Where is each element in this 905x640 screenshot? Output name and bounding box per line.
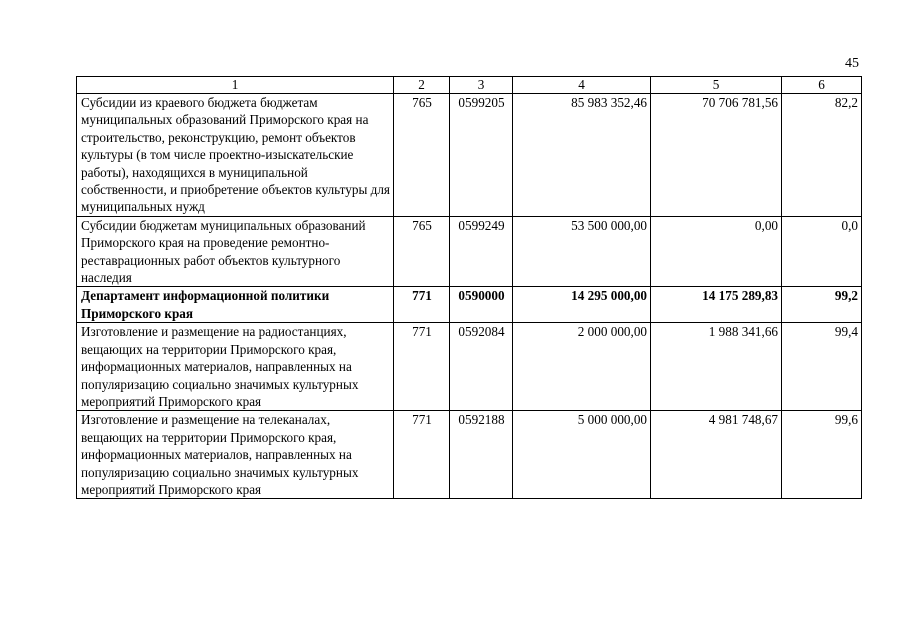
row-name: Изготовление и размещение на телеканалах, вещающих на территории Приморского края, информационных материалов, направленных на популяризацию социально значимых культурных мероприятий Приморского края xyxy=(77,411,394,499)
row-ministry-code: 771 xyxy=(394,411,450,499)
row-target-code: 0592188 xyxy=(450,411,513,499)
row-plan-amount: 2 000 000,00 xyxy=(513,323,651,411)
budget-table xyxy=(76,76,862,499)
column-header-plan: 4 xyxy=(513,77,651,94)
page-number: 45 xyxy=(845,56,859,71)
header-row xyxy=(77,77,862,94)
row-ministry-code: 765 xyxy=(394,216,450,287)
row-percent: 99,2 xyxy=(782,287,862,323)
row-target-code: 0599205 xyxy=(450,94,513,217)
row-plan-amount: 53 500 000,00 xyxy=(513,216,651,287)
table-row xyxy=(77,216,862,287)
column-header-name: 1 xyxy=(77,77,394,94)
row-target-code: 0599249 xyxy=(450,216,513,287)
row-name: Департамент информационной политики Приморского края xyxy=(77,287,394,323)
row-target-code: 0590000 xyxy=(450,287,513,323)
row-ministry-code: 771 xyxy=(394,287,450,323)
row-percent: 99,4 xyxy=(782,323,862,411)
column-header-actual: 5 xyxy=(651,77,782,94)
table-row-section xyxy=(77,287,862,323)
row-percent: 82,2 xyxy=(782,94,862,217)
row-actual-amount: 4 981 748,67 xyxy=(651,411,782,499)
row-plan-amount: 85 983 352,46 xyxy=(513,94,651,217)
row-name: Субсидии бюджетам муниципальных образований Приморского края на проведение ремонтно-реставрационных работ объектов культурного наследия xyxy=(77,216,394,287)
row-plan-amount: 5 000 000,00 xyxy=(513,411,651,499)
row-percent: 99,6 xyxy=(782,411,862,499)
row-actual-amount: 0,00 xyxy=(651,216,782,287)
table-row xyxy=(77,323,862,411)
row-target-code: 0592084 xyxy=(450,323,513,411)
table-row xyxy=(77,411,862,499)
table-row xyxy=(77,94,862,217)
column-header-ministry: 2 xyxy=(394,77,450,94)
row-name: Изготовление и размещение на радиостанциях, вещающих на территории Приморского края, информационных материалов, направленных на популяризацию социально значимых культурных мероприятий Приморского края xyxy=(77,323,394,411)
row-actual-amount: 14 175 289,83 xyxy=(651,287,782,323)
row-ministry-code: 771 xyxy=(394,323,450,411)
row-ministry-code: 765 xyxy=(394,94,450,217)
column-header-percent: 6 xyxy=(782,77,862,94)
column-header-code: 3 xyxy=(450,77,513,94)
row-name: Субсидии из краевого бюджета бюджетам муниципальных образований Приморского края на строительство, реконструкцию, ремонт объектов культуры (в том числе проектно-изыскательские работы), находящихся в муниципальной собственности, и приобретение объектов культуры для муниципальных нужд xyxy=(77,94,394,217)
row-plan-amount: 14 295 000,00 xyxy=(513,287,651,323)
row-actual-amount: 70 706 781,56 xyxy=(651,94,782,217)
row-actual-amount: 1 988 341,66 xyxy=(651,323,782,411)
row-percent: 0,0 xyxy=(782,216,862,287)
